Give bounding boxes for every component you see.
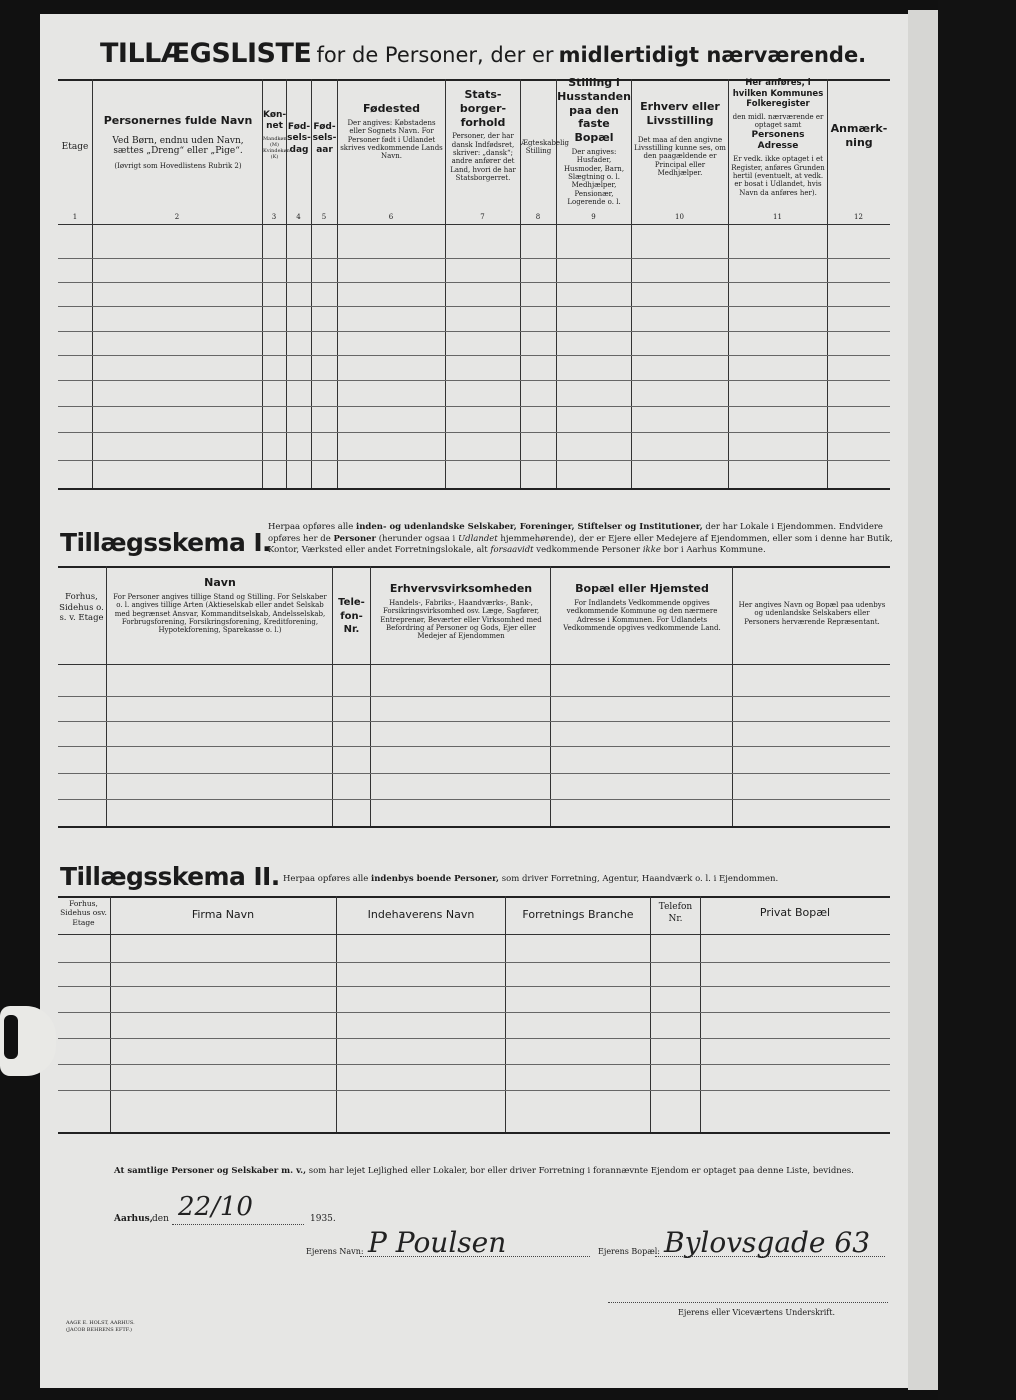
s1-col-navn: Navn For Personer angives tillige Stand og Stilling. For Selskaber o. l. angives tillige Arten (Aktieselskab eller andet Selskab med begrænset Ansvar, Kommanditselskab, Andelsselskab, Forbrugsforening, Forsikringsforening, Kreditforening, Hypotekforening, Sparekasse o. l.) bbox=[113, 576, 327, 635]
s1-col-erhverv: Erhvervsvirksomheden Handels-, Fabriks-, Haandværks-, Bank-, Forsikringsvirksomhed osv. Læge, Sagfører, Entreprenør, Beværter eller Virksomhed med Befordring af Personer og Gods, Ejer eller Medejer af Ejendommen bbox=[380, 582, 542, 641]
col-number: 12 bbox=[854, 213, 863, 221]
s1-col-repraesentant: Her angives Navn og Bopæl paa udenbys og udenlandske Selskabers eller Personers herværende Repræsentant. bbox=[738, 601, 886, 626]
col-number: 11 bbox=[773, 213, 782, 221]
background-edge bbox=[938, 0, 1016, 1400]
col-header-stilling: Stilling i Husstanden paa den faste Bopæl Der angives: Husfader, Husmoder, Barn, Slægtning o. l. Medhjælper, Pensionær, Logerende o. l. bbox=[557, 76, 631, 207]
title-bold: TILLÆGSLISTE bbox=[100, 38, 312, 69]
s2-col-branche: Forretnings Branche bbox=[522, 908, 634, 921]
schema1-title: Tillægsskema I. bbox=[60, 528, 271, 557]
col-header-fodselsdag: Fød-sels-dag bbox=[287, 122, 311, 155]
col-header-fodested: Fødested Der angives: Købstadens eller Sognets Navn. For Personer født i Udlandet skrives vedkommende Lands Navn. bbox=[340, 102, 443, 161]
col-number: 5 bbox=[321, 213, 327, 221]
col-number: 10 bbox=[675, 213, 684, 221]
col-header-navn: Personernes fulde Navn Ved Børn, endnu uden Navn, sættes „Dreng“ eller „Pige“. (Iøvrigt som Hovedlistens Rubrik 2) bbox=[103, 114, 253, 171]
col-number: 7 bbox=[480, 213, 485, 221]
s2-col-indehaver: Indehaverens Navn bbox=[367, 908, 475, 921]
s1-col-telefon: Tele-fon-Nr. bbox=[338, 597, 365, 635]
printer-imprint: AAGE E. HOLST, AARHUS. (JACOB BEHRENS EFTF.) bbox=[66, 1320, 135, 1333]
owner-address-label: Ejerens Bopæl: bbox=[598, 1247, 661, 1256]
s2-col-privat-bopael: Privat Bopæl bbox=[759, 906, 831, 919]
title-middle: for de Personer, der er bbox=[316, 43, 554, 67]
col-header-etage: Etage bbox=[61, 142, 89, 152]
owner-address-handwritten: Bylovsgade 63 bbox=[664, 1226, 871, 1259]
col-number: 9 bbox=[591, 213, 596, 221]
schema2-description: Herpaa opføres alle indenbys boende Personer, som driver Forretning, Agentur, Haandværk o. l. i Ejendommen. bbox=[283, 874, 779, 884]
sheet-edge bbox=[908, 10, 938, 1390]
owner-name-label: Ejerens Navn: bbox=[306, 1247, 364, 1256]
col-number: 3 bbox=[271, 213, 277, 221]
col-header-folkeregister: Her anføres, i hvilken Kommunes Folkeregister den midl. nærværende er optaget samt Personens Adresse Er vedk. ikke optaget i et Register, anføres Grunden hertil (eventuelt, at vedk. er bosat i Udlandet, hvis Navn da anføres her). bbox=[731, 78, 825, 197]
col-header-fodselsaar: Fød-sels-aar bbox=[312, 122, 337, 155]
year-label: 1935. bbox=[310, 1214, 336, 1224]
date-handwritten: 22/10 bbox=[178, 1192, 253, 1222]
owner-name-handwritten: P Poulsen bbox=[368, 1226, 507, 1259]
page-title bbox=[100, 38, 900, 69]
s2-col-firma: Firma Navn bbox=[191, 908, 255, 921]
col-header-erhverv: Erhverv eller Livsstilling Det maa af den angivne Livsstilling kunne ses, om den paagældende er Principal eller Medhjælper. bbox=[634, 100, 726, 178]
col-header-anmaerkning: Anmærk-ning bbox=[830, 122, 888, 149]
s2-col-etage: Forhus, Sidehus osv. Etage bbox=[60, 899, 107, 927]
col-number: 2 bbox=[174, 213, 180, 221]
s2-col-telefon: Telefon Nr. bbox=[658, 902, 693, 924]
col-number: 4 bbox=[296, 213, 301, 221]
s1-col-etage: Forhus, Sidehus o. s. v. Etage bbox=[59, 592, 104, 624]
s1-col-bopael: Bopæl eller Hjemsted For Indlandets Vedkommende opgives vedkommende Kommune og den nærmere Adresse i Kommunen. For Udlandets Vedkommende opgives vedkommende Land. bbox=[563, 582, 721, 632]
signature-label: Ejerens eller Viceværtens Underskrift. bbox=[678, 1308, 836, 1317]
binder-hole bbox=[4, 1015, 18, 1059]
den-label: den bbox=[152, 1214, 169, 1224]
attestation-text: At samtlige Personer og Selskaber m. v., som har lejet Lejlighed eller Lokaler, bor eller driver Forretning i forannævnte Ejendom er optaget paa denne Liste, bevidnes. bbox=[114, 1166, 854, 1176]
col-number: 6 bbox=[388, 213, 394, 221]
schema2-title: Tillægsskema II. bbox=[60, 862, 280, 891]
col-header-statsborger: Stats-borger-forhold Personer, der har dansk Indfødsret, skriver: „dansk“; andre anfører det Land, hvori de har Statsborgerret. bbox=[450, 88, 516, 183]
col-number: 1 bbox=[72, 213, 78, 221]
schema1-description: Herpaa opføres alle inden- og udenlandske Selskaber, Foreninger, Stiftelser og Institutioner, der har Lokale i Ejendommen. Endvidere opføres her de Personer (herunder ogsaa i Udlandet hjemmehørende), der er Ejere eller Medejere af Ejendommen, eller som i denne har Butik, Kontor, Værksted eller andet Forretningslokale, alt forsaavidt vedkommende Personer ikke bor i Aarhus Kommune. bbox=[268, 522, 893, 556]
city-label: Aarhus, bbox=[114, 1214, 153, 1224]
col-header-kon: Køn-net Mandkøn (M) Kvindekøn (K) bbox=[263, 110, 290, 160]
col-header-aegteskab: Ægteskabelig Stilling bbox=[521, 139, 570, 156]
title-end: midlertidigt nærværende. bbox=[558, 43, 867, 67]
col-number: 8 bbox=[535, 213, 541, 221]
